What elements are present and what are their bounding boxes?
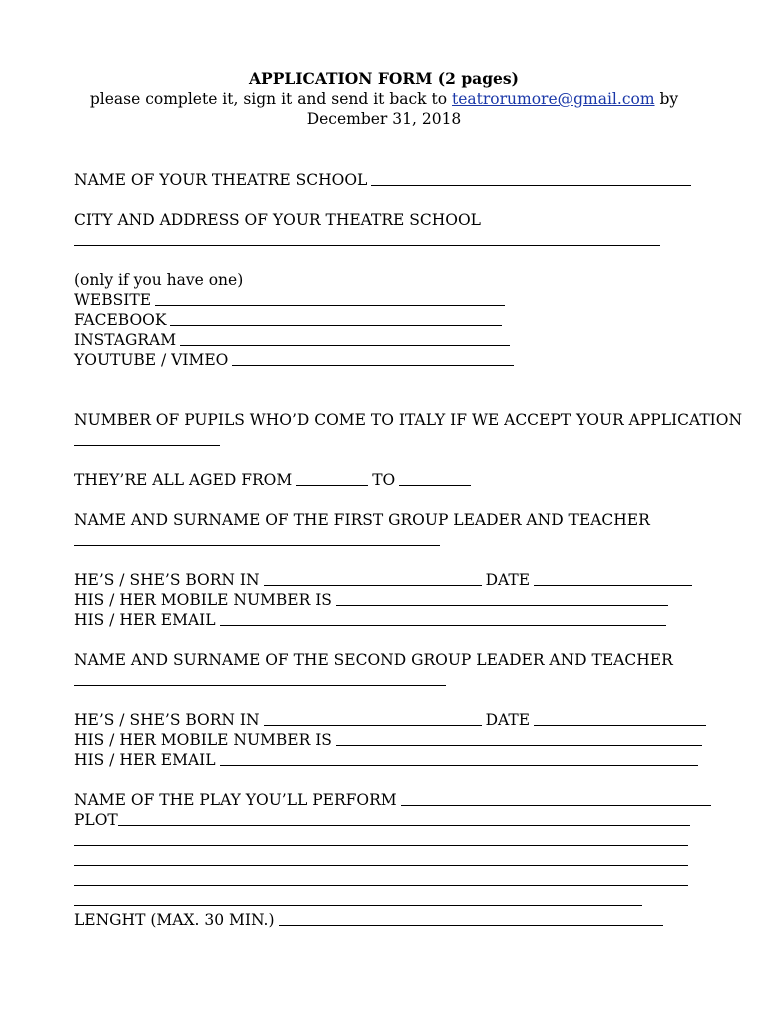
leader1-mobile-label: HIS / HER MOBILE NUMBER IS: [74, 591, 332, 609]
leader2-email-label: HIS / HER EMAIL: [74, 751, 216, 769]
pupils-line-row: [74, 430, 224, 450]
website-row: [74, 290, 509, 310]
leader2-email-field[interactable]: [220, 751, 698, 766]
leader2-label: NAME AND SURNAME OF THE SECOND GROUP LEADER AND TEACHER: [74, 651, 673, 669]
plot-field[interactable]: [118, 811, 690, 826]
play-label: NAME OF THE PLAY YOU’LL PERFORM: [74, 791, 397, 809]
leader2-born-label: HE’S / SHE’S BORN IN: [74, 711, 260, 729]
school-address-line-row: [74, 230, 664, 250]
school-address-label: CITY AND ADDRESS OF YOUR THEATRE SCHOOL: [74, 211, 481, 229]
plot-line-3: [74, 850, 692, 870]
leader2-mobile-field[interactable]: [336, 731, 702, 746]
leader2-date-label: DATE: [485, 711, 531, 729]
email-link[interactable]: teatrorumore@gmail.com: [452, 90, 655, 108]
pupils-field[interactable]: [74, 431, 220, 446]
aged-to-field[interactable]: [399, 471, 471, 486]
pupils-row: [74, 410, 742, 430]
aged-from-label: THEY’RE ALL AGED FROM: [74, 471, 293, 489]
plot-field-line-4[interactable]: [74, 871, 688, 886]
plot-line-2: [74, 830, 692, 850]
leader1-field[interactable]: [74, 531, 440, 546]
plot-field-line-2[interactable]: [74, 831, 688, 846]
instructions-by: by: [654, 90, 679, 108]
plot-field-line-5[interactable]: [74, 891, 642, 906]
leader2-email-row: [74, 750, 702, 770]
school-name-label: NAME OF YOUR THEATRE SCHOOL: [74, 171, 368, 189]
leader1-line-row: [74, 530, 444, 550]
ages-row: [74, 470, 475, 490]
plot-line-4: [74, 870, 692, 890]
length-label: LENGHT (MAX. 30 MIN.): [74, 911, 275, 929]
leader1-born-field[interactable]: [264, 571, 482, 586]
instructions-text: please complete it, sign it and send it back to: [89, 90, 452, 108]
optional-note: (only if you have one): [74, 271, 244, 289]
leader1-email-row: [74, 610, 670, 630]
plot-field-line-3[interactable]: [74, 851, 688, 866]
instagram-label: INSTAGRAM: [74, 331, 177, 349]
school-address-field[interactable]: [74, 231, 660, 246]
facebook-field[interactable]: [170, 311, 502, 326]
school-name-row: [74, 170, 695, 190]
leader2-field[interactable]: [74, 671, 446, 686]
school-address-row: [74, 210, 481, 230]
plot-label: PLOT: [74, 811, 118, 829]
length-row: [74, 910, 667, 930]
deadline-date: December 31, 2018: [306, 110, 462, 128]
play-row: [74, 790, 715, 810]
leader1-row: [74, 510, 650, 530]
leader1-born-row: [74, 570, 696, 590]
facebook-label: FACEBOOK: [74, 311, 167, 329]
leader2-line-row: [74, 670, 450, 690]
school-name-field[interactable]: [371, 171, 691, 186]
youtube-label: YOUTUBE / VIMEO: [74, 351, 229, 369]
leader1-date-field[interactable]: [534, 571, 692, 586]
length-field[interactable]: [279, 911, 663, 926]
pupils-label: NUMBER OF PUPILS WHO’D COME TO ITALY IF WE ACCEPT YOUR APPLICATION: [74, 411, 743, 429]
leader1-email-field[interactable]: [220, 611, 666, 626]
aged-to-label: TO: [372, 471, 396, 489]
leader1-mobile-field[interactable]: [336, 591, 668, 606]
leader2-mobile-row: [74, 730, 706, 750]
leader1-born-label: HE’S / SHE’S BORN IN: [74, 571, 260, 589]
leader2-mobile-label: HIS / HER MOBILE NUMBER IS: [74, 731, 332, 749]
leader1-label: NAME AND SURNAME OF THE FIRST GROUP LEADER AND TEACHER: [74, 511, 650, 529]
optional-note-row: [74, 270, 243, 290]
website-field[interactable]: [155, 291, 505, 306]
instagram-field[interactable]: [180, 331, 510, 346]
instructions-line: [0, 89, 768, 109]
aged-from-field[interactable]: [296, 471, 368, 486]
leader1-mobile-row: [74, 590, 672, 610]
website-label: WEBSITE: [74, 291, 152, 309]
play-field[interactable]: [401, 791, 711, 806]
leader2-date-field[interactable]: [534, 711, 706, 726]
youtube-row: [74, 350, 518, 370]
instagram-row: [74, 330, 514, 350]
plot-line-5: [74, 890, 646, 910]
leader1-date-label: DATE: [485, 571, 531, 589]
form-title: APPLICATION FORM (2 pages): [249, 69, 519, 88]
youtube-field[interactable]: [232, 351, 514, 366]
leader2-row: [74, 650, 673, 670]
leader1-email-label: HIS / HER EMAIL: [74, 611, 216, 629]
leader2-born-field[interactable]: [264, 711, 482, 726]
plot-row: [74, 810, 694, 830]
facebook-row: [74, 310, 506, 330]
leader2-born-row: [74, 710, 710, 730]
